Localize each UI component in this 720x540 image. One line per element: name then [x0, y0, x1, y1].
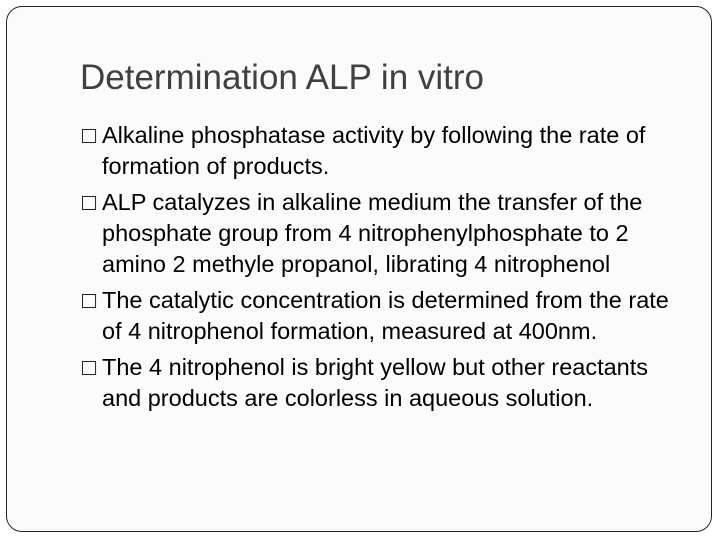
- bullet-item: [82, 352, 692, 414]
- bullet-item: [82, 187, 692, 280]
- bullet-item: [82, 285, 692, 347]
- checkbox-bullet-icon: □: [82, 189, 97, 215]
- bullet-text: The 4 nitrophenol is bright yellow but other reactants and products are colorless in aqueous solution.: [102, 354, 649, 411]
- bullet-item: [82, 120, 692, 182]
- slide-title: Determination ALP in vitro: [80, 58, 485, 97]
- bullet-text: ALP catalyzes in alkaline medium the transfer of the phosphate group from 4 nitrophenylphosphate to 2 amino 2 methyle propanol, librating 4 nitrophenol: [102, 189, 643, 277]
- bullet-list: [82, 120, 692, 419]
- bullet-text: The catalytic concentration is determined from the rate of 4 nitrophenol formation, measured at 400nm.: [102, 287, 669, 344]
- checkbox-bullet-icon: □: [82, 122, 97, 148]
- bullet-text: Alkaline phosphatase activity by following the rate of formation of products.: [102, 122, 646, 179]
- checkbox-bullet-icon: □: [82, 354, 97, 380]
- checkbox-bullet-icon: □: [82, 287, 97, 313]
